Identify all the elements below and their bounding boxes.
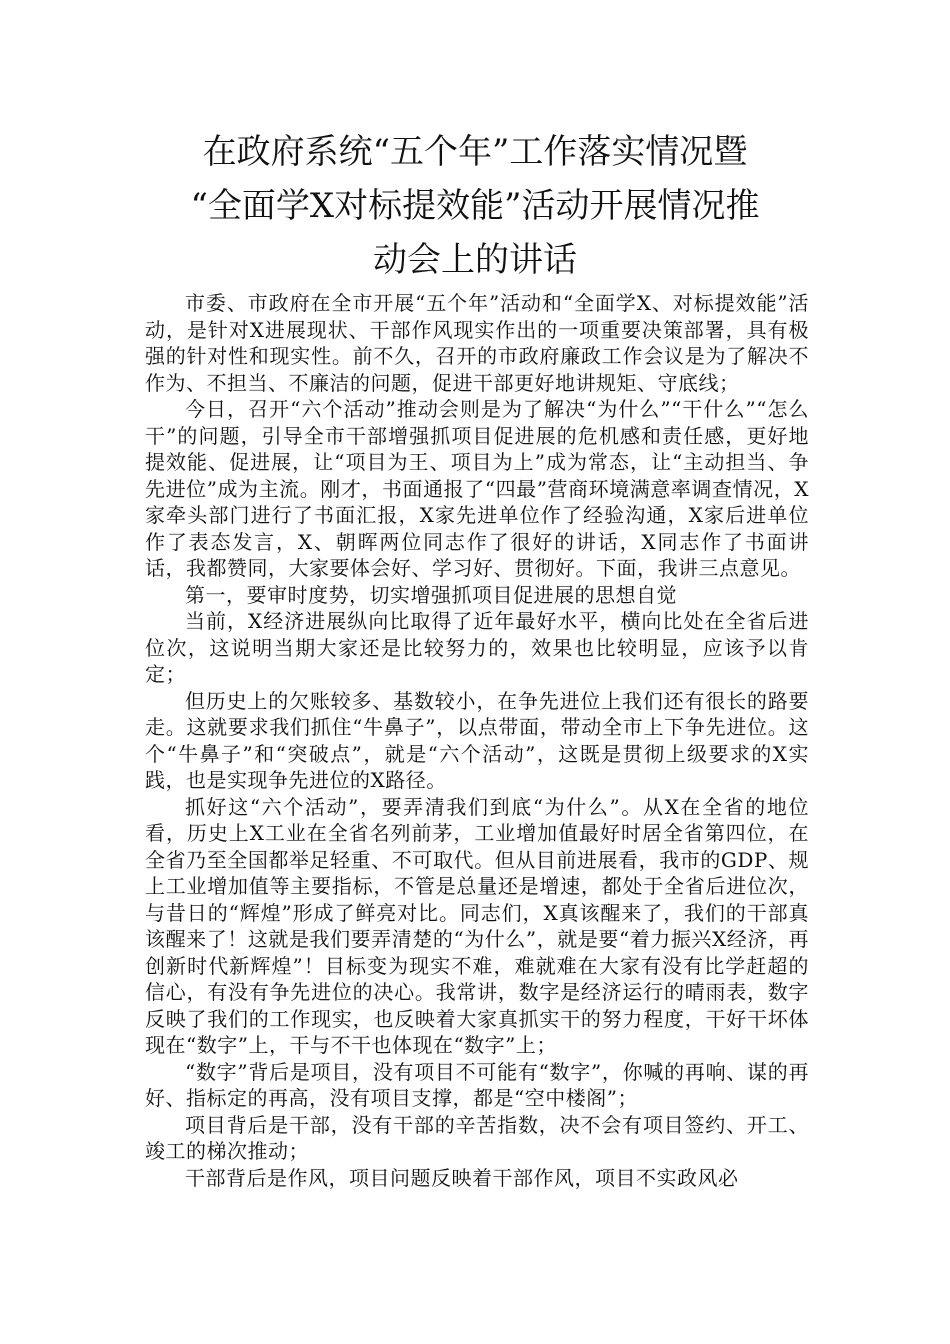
paragraph-style: 干部背后是作风，项目问题反映着干部作风，项目不实政风必 [185,1165,739,1190]
paragraph-history: 但历史上的欠账较多、基数较小，在争先进位上我们还有很长的路要走。这就要求我们抓住“牛鼻子”，以点带面，带动全市上下争先进位。这个“牛鼻子”和“突破点”，就是“六个活动”，这既是贯彻上级要求的X实践，也是实现争先进位的X路径。 [145,688,809,792]
paragraph-numbers: “数字”背后是项目，没有项目不可能有“数字”，你喊的再响、谋的再好、指标定的再高，没有项目支撑，都是“空中楼阁”； [145,1059,809,1110]
title-line-2: “全面学X对标提效能”活动开展情况推 [190,186,760,226]
paragraph-intro: 市委、市政府在全市开展“五个年”活动和“全面学X、对标提效能”活动，是针对X进展现状、干部作风现实作出的一项重要决策部署，具有极强的针对性和现实性。前不久，召开的市政府廉政工作会议是为了解决不作为、不担当、不廉洁的问题，促进干部更好地讲规矩、守底线； [145,291,809,395]
title-line-1: 在政府系统“五个年”工作落实情况暨 [202,132,748,172]
paragraph-why: 抓好这“六个活动”，要弄清我们到底“为什么”。从X在全省的地位看，历史上X工业在全省名列前茅，工业增加值最好时居全省第四位，在全省乃至全国都举足轻重、不可取代。但从目前进展看，我市的GDP、规上工业增加值等主要指标，不管是总量还是增速，都处于全省后进位次，与昔日的“辉煌”形成了鲜亮对比。同志们，X真该醒来了，我们的干部真该醒来了！这就是我们要弄清楚的“为什么”，就是要“着力振兴X经济，再创新时代新辉煌”！目标变为现实不难，难就难在大家有没有比学赶超的信心，有没有争先进位的决心。我常讲，数字是经济运行的晴雨表，数字反映了我们的工作现实，也反映着大家真抓实干的努力程度，干好干坏体现在“数字”上，干与不干也体现在“数字”上； [145,794,809,1057]
paragraph-meeting-purpose: 今日，召开“六个活动”推动会则是为了解决“为什么”“干什么”“怎么干”的问题，引导全市干部增强抓项目促进展的危机感和责任感，更好地提效能、促进展，让“项目为王、项目为上”成为常态，让“主动担当、争先进位”成为主流。刚才，书面通报了“四最”营商环境满意率调查情况，X家牵头部门进行了书面汇报，X家先进单位作了经验沟通，X家后进单位作了表态发言，X、朝晖两位同志作了很好的讲话，X同志作了书面讲话，我都赞同，大家要体会好、学习好、贯彻好。下面，我讲三点意见。 [145,397,809,580]
document-title [150,125,800,287]
document-body [145,290,809,1191]
section-heading-first: 第一，要审时度势，切实增强抓项目促进展的思想自觉 [185,582,677,607]
title-line-3: 动会上的讲话 [373,240,577,280]
paragraph-current-status: 当前，X经济进展纵向比取得了近年最好水平，横向比处在全省后进位次，这说明当期大家还是比较努力的，效果也比较明显，应该予以肯定； [145,609,809,686]
paragraph-cadres: 项目背后是干部，没有干部的辛苦指数，决不会有项目签约、开工、竣工的梯次推动； [145,1112,809,1163]
